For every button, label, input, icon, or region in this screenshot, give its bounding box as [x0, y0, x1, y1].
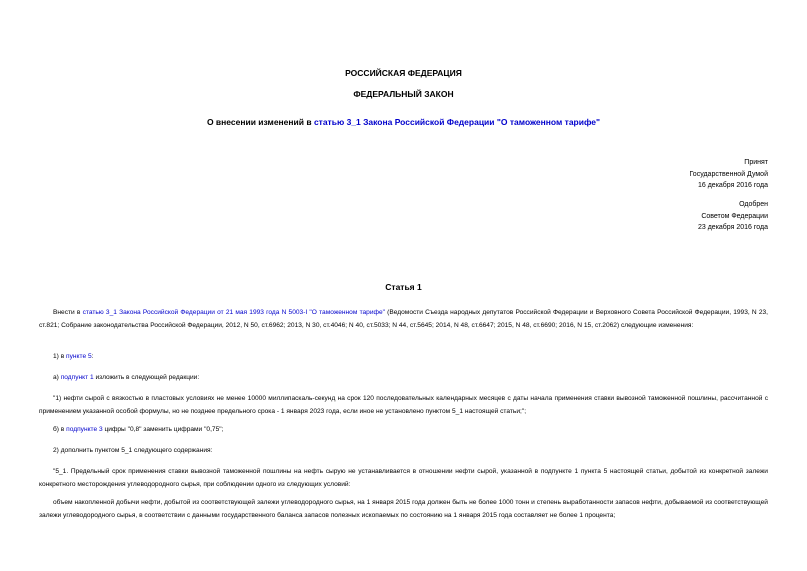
accepted-date: 16 декабря 2016 года [697, 182, 768, 189]
accepted-block [689, 157, 768, 192]
subitem-a-link[interactable]: подпункт 1 [60, 374, 94, 381]
approved-date: 23 декабря 2016 года [697, 224, 768, 231]
subitem-b-link[interactable]: подпункте 3 [66, 426, 103, 433]
law-title-prefix: О внесении изменений в [206, 117, 314, 127]
approved-label: Одобрен [739, 201, 768, 208]
accepted-body: Государственной Думой [689, 170, 768, 178]
approved-body: Советом Федерации [701, 212, 768, 220]
intro-prefix: Внести в [53, 309, 83, 316]
subitem-b [39, 424, 768, 437]
quote-1: "1) нефти сырой с вязкостью в пластовых условиях не менее 10000 миллипаскаль-секунд на срок 120 последовательных календарных месяцев с даты начала применения ставки вывозной таможенной пошлины, рассчитанной с применением указанной особой формулы, но не позднее предельного срока - 1 января 2023 года, если иное не установлено пунктом 5_1 настоящей статьи;"; [39, 395, 768, 415]
intro-paragraph [39, 307, 768, 332]
item-1-suffix: : [91, 353, 94, 360]
approved-block [698, 199, 768, 234]
item-2: 2) дополнить пунктом 5_1 следующего содержания: [53, 447, 213, 454]
subitem-a-prefix: а) [53, 374, 61, 381]
item-1-prefix: 1) в [53, 353, 67, 360]
subitem-b-suffix: цифры "0,8" заменить цифрами "0,75"; [102, 426, 224, 433]
subitem-a-suffix: изложить в следующей редакции: [93, 374, 200, 381]
law-title [0, 117, 807, 127]
document-type-heading: ФЕДЕРАЛЬНЫЙ ЗАКОН [353, 89, 454, 99]
accepted-label: Принят [744, 159, 768, 166]
subitem-a [39, 372, 768, 385]
item-1 [39, 351, 768, 364]
intro-suffix: (Ведомости Съезда народных депутатов Российской Федерации и Верховного Совета Российской Федерации, 1993, N 23, ст.821; Собрание законодательства Российской Федерации, 2012, N 50, ст.6962; 2013, N 30, ст.4046; N 40, ст.5033; N 44, ст.5645; 2014, N 48, ст.6647; 2015, N 48, ст.6690; 2016, N 15, ст.2062) следующие изменения: [39, 309, 768, 329]
intro-law-link[interactable]: статью 3_1 Закона Российской Федерации от 21 мая 1993 года N 5003-I "О таможенном тарифе" [82, 309, 385, 316]
condition-1: объем накопленной добычи нефти, добытой из соответствующей залежи углеводородного сырья, на 1 января 2015 года должен быть не более 1000 тонн и степень выработанности запасов нефти, добываемой из соответствующей залежи углеводородного сырья, в соответствии с данными государственного баланса запасов полезных ископаемых по состоянию на 1 января 2015 года составляет не более 1 процента; [39, 499, 768, 519]
quote-2: "5_1. Предельный срок применения ставки вывозной таможенной пошлины на нефть сырую не устанавливается в отношении нефти сырой, указанной в подпункте 1 пункта 5 настоящей статьи, добытой из конкретной залежи конкретного месторождения углеводородного сырья, при соблюдении одного из следующих условий: [39, 468, 768, 488]
article-heading: Статья 1 [385, 282, 422, 292]
item-1-link[interactable]: пункте 5 [66, 353, 92, 360]
country-heading: РОССИЙСКАЯ ФЕДЕРАЦИЯ [345, 68, 462, 78]
subitem-b-prefix: б) в [53, 426, 67, 433]
law-title-link[interactable]: статью 3_1 Закона Российской Федерации "О таможенном тарифе" [313, 117, 601, 127]
